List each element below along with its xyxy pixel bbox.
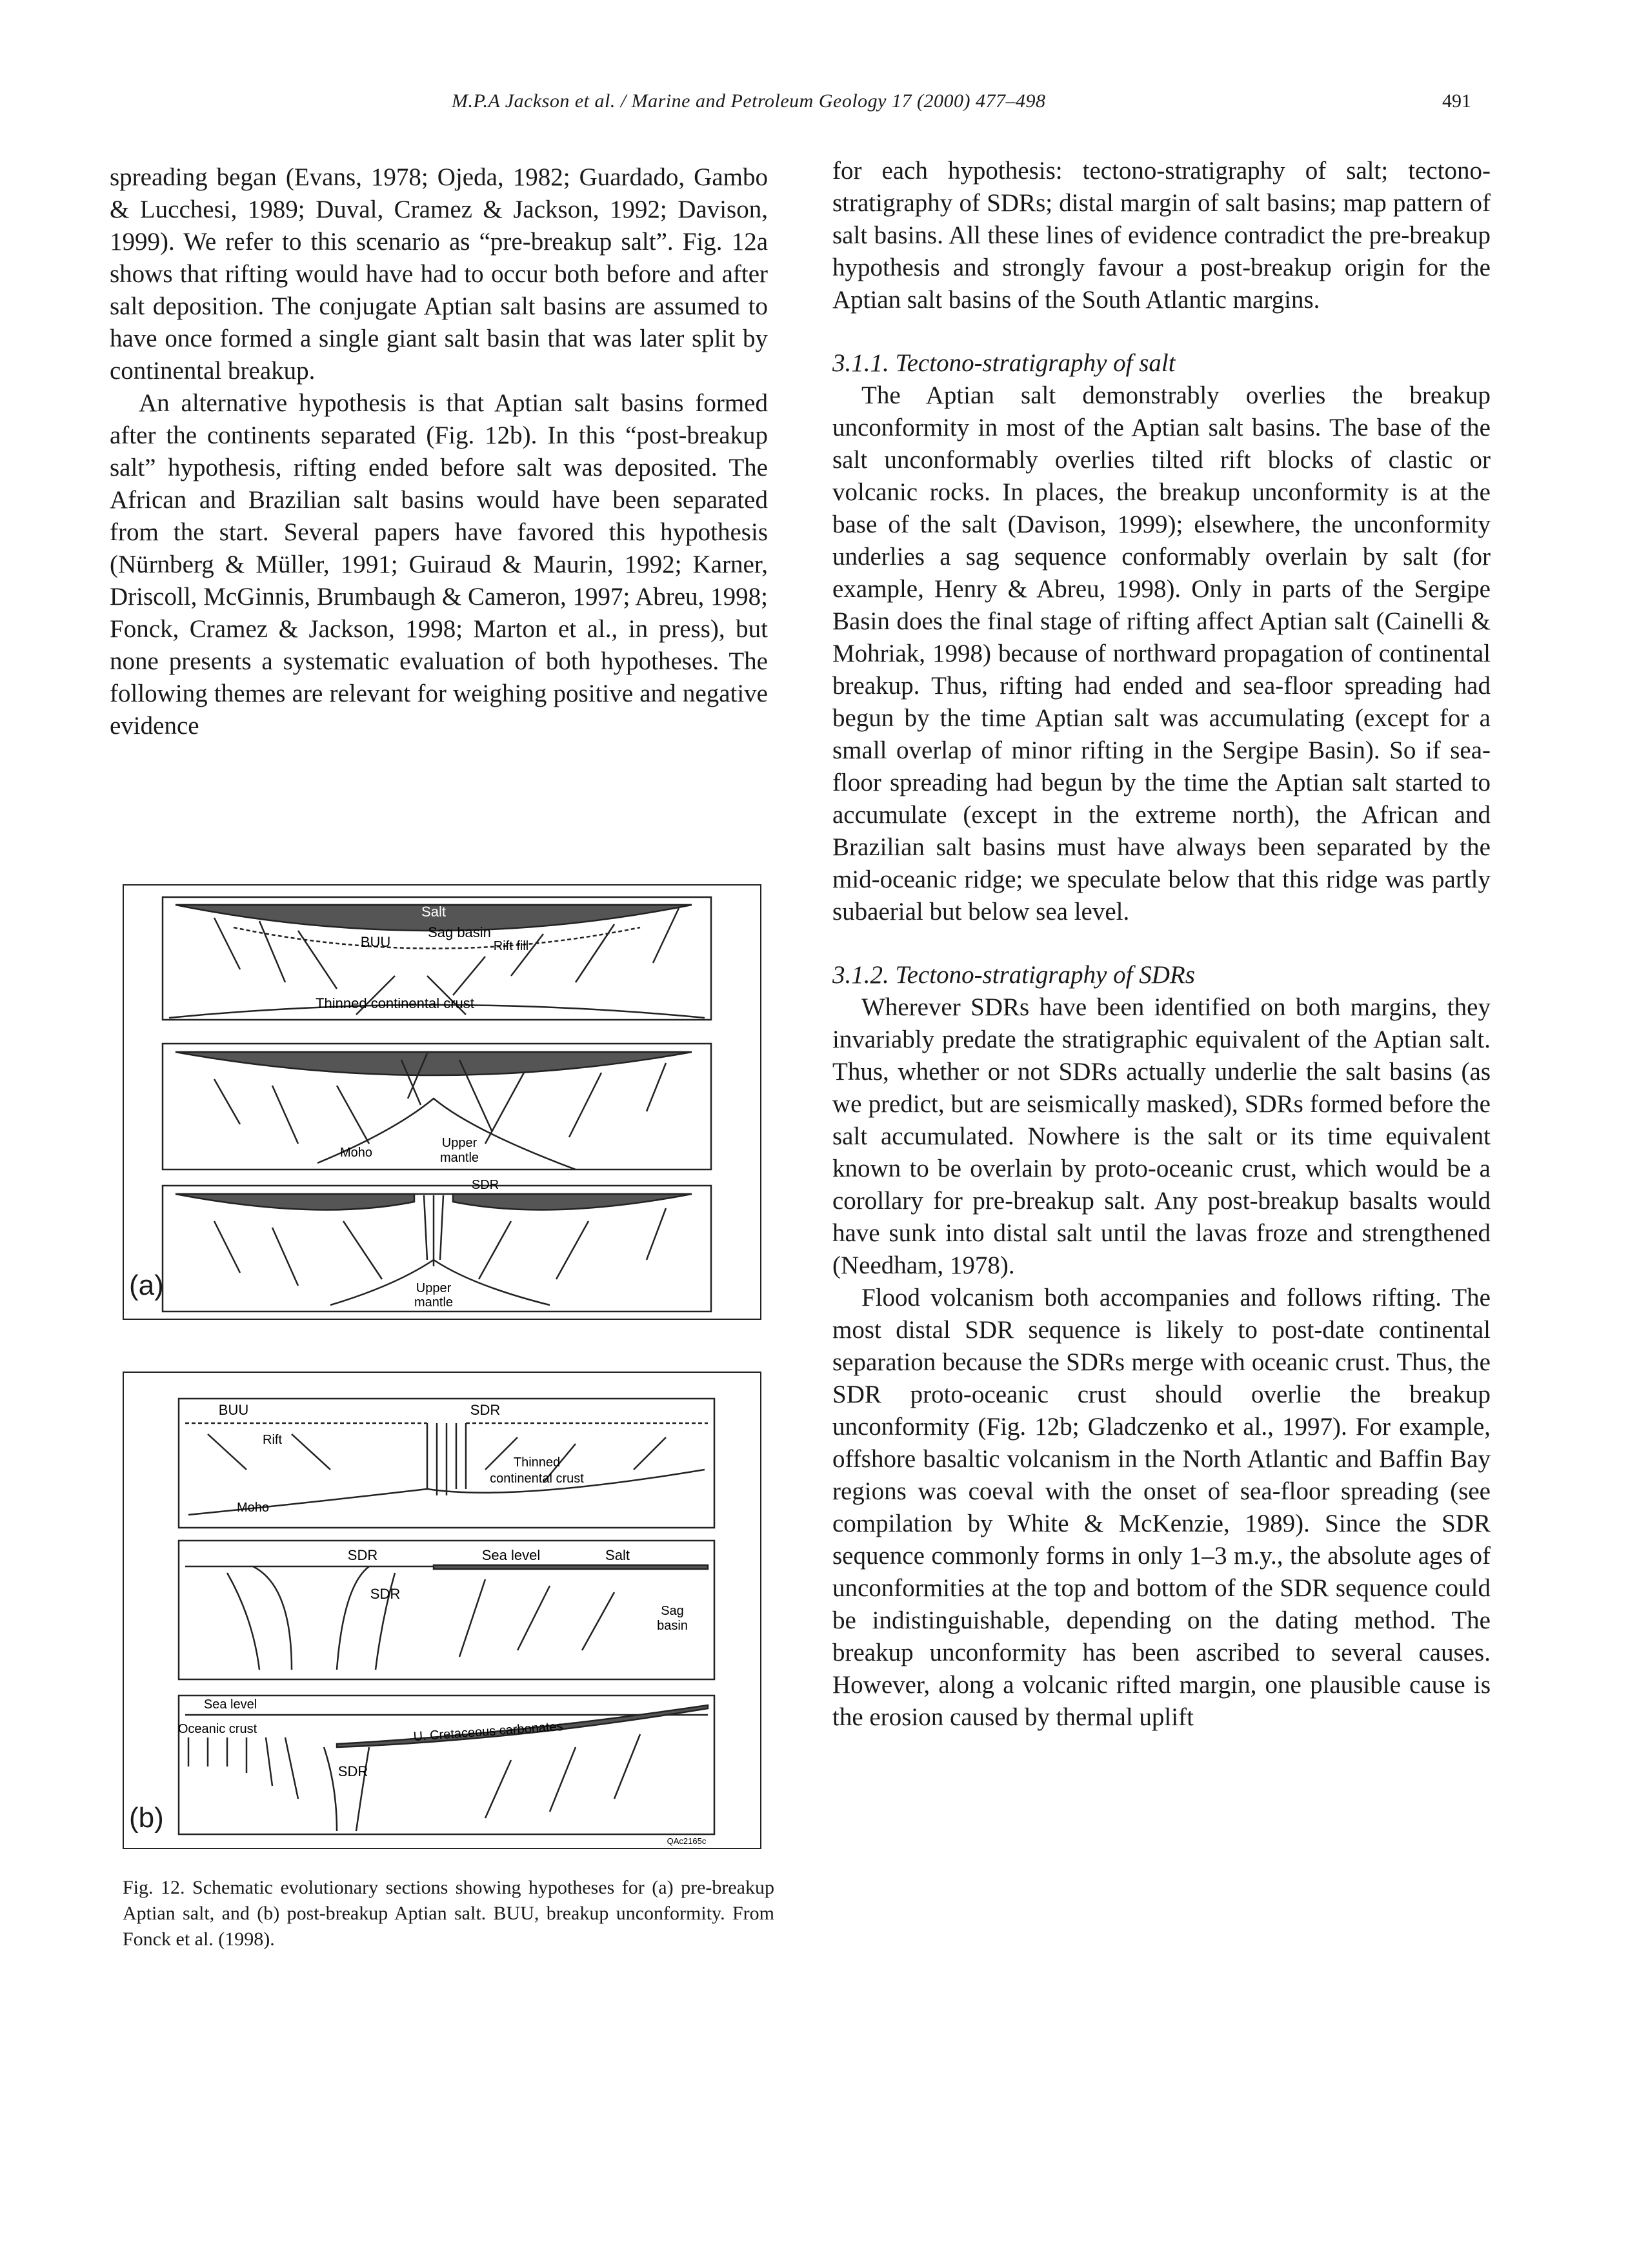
running-header bbox=[0, 90, 1648, 129]
label-salt: Salt bbox=[421, 904, 446, 920]
section-a2 bbox=[163, 1044, 711, 1169]
figure-caption bbox=[123, 1875, 774, 1952]
panel-b-diagram bbox=[124, 1373, 763, 1850]
label-basin: basin bbox=[657, 1619, 688, 1633]
section-heading: 3.1.1. Tectono-stratigraphy of salt bbox=[832, 349, 1176, 377]
label-rift-fill: Rift fill bbox=[493, 939, 529, 953]
figure-panel-a bbox=[123, 884, 761, 1320]
label-sdr: SDR bbox=[471, 1178, 499, 1192]
panel-label-a: (a) bbox=[129, 1270, 164, 1301]
label-upper: Upper bbox=[416, 1281, 452, 1295]
label-sag-basin: Sag basin bbox=[428, 924, 491, 940]
figure-12 bbox=[123, 884, 761, 1865]
label-sag: Sag bbox=[661, 1604, 684, 1618]
paragraph: Flood volcanism both accompanies and follows rifting. The most distal SDR sequence is likely to post-date continental separation because the SDRs merge with oceanic crust. Thus, the SDR proto-oceanic crust should overlie the breakup unconformity (Fig. 12b; Gladczenko et al., 1997). For example, offshore basaltic volcanism in the North Atlantic and Baffin Bay regions was coeval with the onset of sea-floor spreading (see compilation by White & McKenzie, 1989). Since the SDR sequence commonly forms in only 1–3 m.y., the absolute ages of unconformities at the top and bottom of the SDR sequence could be indistinguishable, depending on the dating method. The breakup unconformity has been ascribed to several causes. However, along a volcanic rifted margin, one plausible cause is the erosion caused by thermal uplift bbox=[832, 1284, 1491, 1731]
label-u-cretaceous: U. Cretaceous carbonates bbox=[412, 1719, 564, 1745]
label-mantle: mantle bbox=[414, 1295, 454, 1310]
label-sea-level: Sea level bbox=[481, 1547, 541, 1563]
paragraph: An alternative hypothesis is that Aptian salt basins formed after the continents separated (Fig. 12b). In this “post-breakup salt” hypothesis, rifting ended before salt was deposited. The African and Brazilian salt basins would have been separated from the start. Several papers have favored this hypothesis (Nürnberg & Müller, 1991; Guiraud & Maurin, 1992; Karner, Driscoll, McGinnis, Brumbaugh & Cameron, 1997; Abreu, 1998; Fonck, Cramez & Jackson, 1998; Marton et al., in press), but none presents a systematic evaluation of both hypotheses. The following themes are relevant for weighing positive and negative evidence bbox=[110, 389, 768, 740]
panel-label-b: (b) bbox=[129, 1802, 164, 1834]
label-sdr: SDR bbox=[470, 1402, 501, 1418]
page-number: 491 bbox=[1442, 90, 1471, 112]
panel-a-diagram bbox=[124, 886, 763, 1321]
label-sea-level: Sea level bbox=[203, 1697, 257, 1712]
label-oceanic-crust: Oceanic crust bbox=[177, 1722, 257, 1736]
label-buu: BUU bbox=[218, 1402, 249, 1418]
label-thinned-crust: Thinned continental crust bbox=[316, 995, 474, 1011]
label-salt: Salt bbox=[605, 1547, 630, 1563]
label-buu: BUU bbox=[360, 934, 391, 950]
label-moho: Moho bbox=[236, 1501, 270, 1515]
paragraph: spreading began (Evans, 1978; Ojeda, 1982; Guardado, Gambo & Lucchesi, 1989; Duval, Cramez & Jackson, 1992; Davison, 1999). We refer to this scenario as “pre-breakup salt”. Fig. 12a shows that rifting would have had to occur both before and after salt deposition. The conjugate Aptian salt basins are assumed to have once formed a single giant salt basin that was later split by continental breakup. bbox=[110, 163, 768, 385]
paragraph: for each hypothesis: tectono-stratigraphy of salt; tectono-stratigraphy of SDRs; distal margin of salt basins; map pattern of salt basins. All these lines of evidence contradict the pre-breakup hypothesis and strongly favour a post-breakup origin for the Aptian salt basins of the South Atlantic margins. bbox=[832, 157, 1491, 314]
caption-text: Fig. 12. Schematic evolutionary sections showing hypotheses for (a) pre-breakup Aptian salt, and (b) post-breakup Aptian salt. BUU, breakup unconformity. From Fonck et al. (1998). bbox=[123, 1877, 774, 1950]
section-b2 bbox=[179, 1541, 714, 1679]
label-sdr: SDR bbox=[370, 1586, 401, 1602]
left-column bbox=[110, 161, 768, 742]
label-sdr: SDR bbox=[347, 1547, 378, 1563]
label-continental-crust: continental crust bbox=[490, 1472, 584, 1486]
label-thinned: Thinned bbox=[513, 1455, 561, 1470]
label-moho: Moho bbox=[339, 1146, 373, 1160]
label-mantle: mantle bbox=[439, 1151, 479, 1165]
running-title: M.P.A Jackson et al. / Marine and Petroleum Geology 17 (2000) 477–498 bbox=[452, 90, 1046, 112]
paragraph: The Aptian salt demonstrably overlies the breakup unconformity in most of the Aptian salt basins. The base of the salt unconformably overlies tilted rift blocks of clastic or volcanic rocks. In places, the breakup unconformity is at the base of the salt (Davison, 1999); elsewhere, the unconformity underlies a sag sequence conformably overlain by salt (for example, Henry & Abreu, 1998). Only in parts of the Sergipe Basin does the final stage of rifting affect Aptian salt (Cainelli & Mohriak, 1998) because of northward propagation of continental breakup. Thus, rifting had ended and sea-floor spreading had begun by the time Aptian salt was accumulating (except for a small overlap of minor rifting in the Sergipe Basin). So if sea-floor spreading had begun by the time the Aptian salt started to accumulate (except in the extreme north), the African and Brazilian salt basins must have always been separated by the mid-oceanic ridge; we speculate below that this ridge was partly subaerial but below sea level. bbox=[832, 381, 1491, 926]
label-rift: Rift bbox=[263, 1433, 282, 1447]
label-upper: Upper bbox=[441, 1136, 477, 1150]
paragraph: Wherever SDRs have been identified on both margins, they invariably predate the stratigraphic equivalent of the Aptian salt. Thus, whether or not SDRs actually underlie the salt basins (as we predict, but are seismically masked), SDRs formed before the salt accumulated. Nowhere is the salt or its time equivalent known to be overlain by proto-oceanic crust, which would be a corollary for pre-breakup salt. Any post-breakup basalts would have sunk into distal salt until the lavas froze and strengthened (Needham, 1978). bbox=[832, 993, 1491, 1279]
section-heading: 3.1.2. Tectono-stratigraphy of SDRs bbox=[832, 961, 1195, 989]
label-code: QAc2165c bbox=[667, 1836, 707, 1846]
figure-panel-b bbox=[123, 1372, 761, 1849]
section-b3 bbox=[179, 1696, 714, 1834]
right-column bbox=[832, 155, 1491, 1734]
label-sdr: SDR bbox=[337, 1763, 368, 1779]
